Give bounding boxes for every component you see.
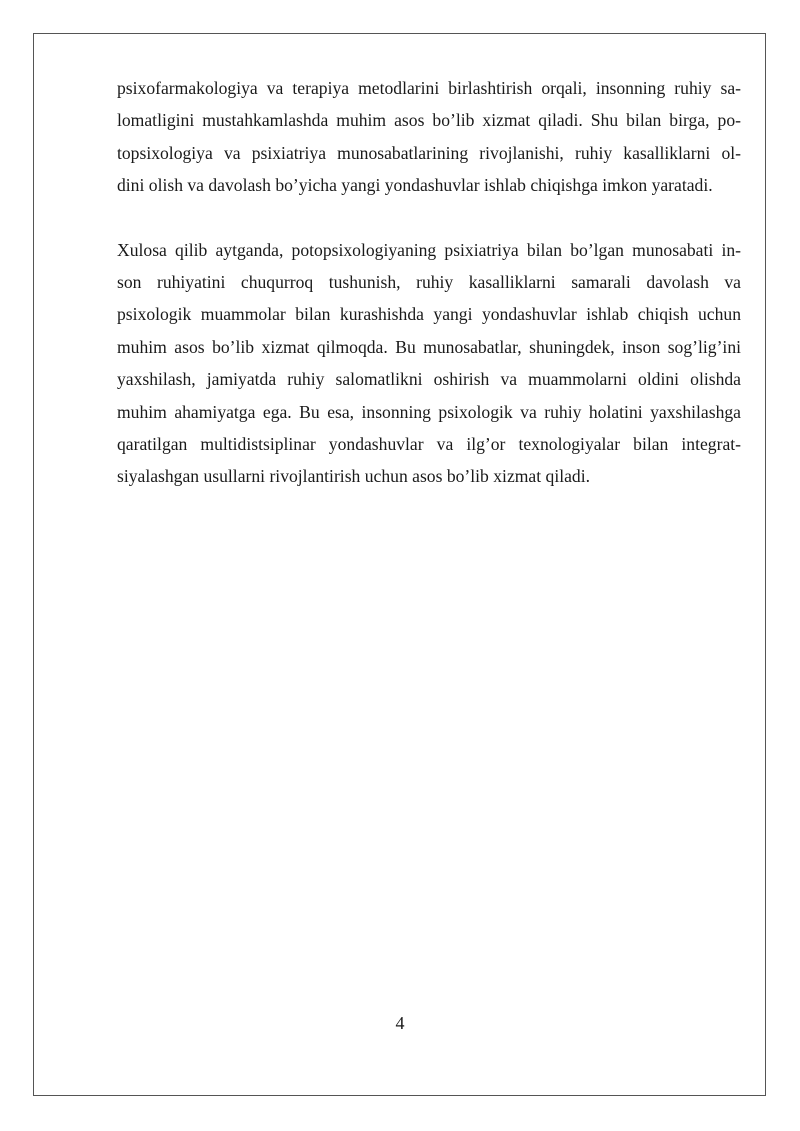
text-line: psixologik muammolar bilan kurashishda yangi yondashuvlar ishlab chiqish uchun: [117, 304, 741, 325]
paragraph-1: [117, 72, 741, 202]
paragraph-spacer: [117, 202, 741, 234]
text-line: lomatligini mustahkamlashda muhim asos bo’lib xizmat qiladi. Shu bilan birga, po-: [117, 110, 741, 131]
text-line: siyalashgan usullarni rivojlantirish uchun asos bo’lib xizmat qiladi.: [117, 466, 590, 487]
text-line: psixofarmakologiya va terapiya metodlarini birlashtirish orqali, insonning ruhiy sa-: [117, 78, 741, 98]
text-line: topsixologiya va psixiatriya munosabatlarining rivojlanishi, ruhiy kasalliklarni ol-: [117, 142, 741, 163]
text-line: Xulosa qilib aytganda, potopsixologiyaning psixiatriya bilan bo’lgan munosabati in-: [117, 239, 741, 260]
text-line: muhim ahamiyatga ega. Bu esa, insonning psixologik va ruhiy holatini yaxshilashga: [117, 401, 741, 422]
page-number: 4: [395, 1013, 405, 1033]
text-line: yaxshilash, jamiyatda ruhiy salomatlikni oshirish va muammolarni oldini olishda: [117, 369, 741, 390]
text-line: son ruhiyatini chuqurroq tushunish, ruhiy kasalliklarni samarali davolash va: [117, 272, 741, 293]
text-line: qaratilgan multidistsiplinar yondashuvlar va ilg’or texnologiyalar bilan integrat-: [117, 434, 741, 455]
text-line: muhim asos bo’lib xizmat qilmoqda. Bu munosabatlar, shuningdek, inson sog’lig’ini: [117, 336, 741, 357]
paragraph-2: [117, 234, 741, 493]
text-line: dini olish va davolash bo’yicha yangi yondashuvlar ishlab chiqishga imkon yaratadi.: [117, 175, 713, 196]
document-body: [117, 72, 741, 493]
